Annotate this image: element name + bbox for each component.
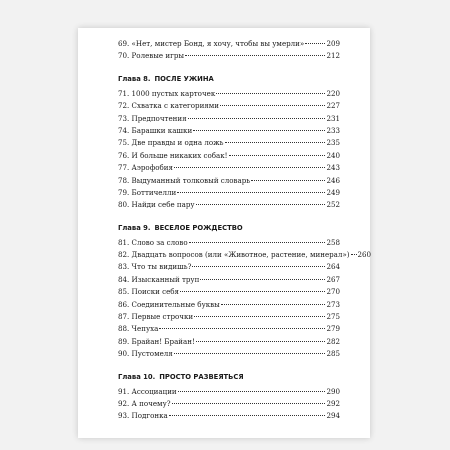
dot-leader <box>194 316 325 317</box>
toc-entry <box>118 50 340 62</box>
entry-title: 72. Схватка с категориями <box>118 101 220 111</box>
chapter-title: ПОСЛЕ УЖИНА <box>154 74 214 83</box>
entry-page-number: 246 <box>326 175 340 185</box>
entry-title: 69. «Нет, мистер Бонд, я хочу, чтобы вы умерли» <box>118 39 305 48</box>
entry-title: 79. Боттичелли <box>118 187 177 197</box>
entry-title: 85. Поиски себя <box>118 287 180 297</box>
entry-title: 78. Выдуманный толковый словарь <box>118 175 251 185</box>
entry-page-number: 233 <box>326 125 340 135</box>
toc-entry <box>118 323 340 335</box>
toc-entry <box>118 336 340 348</box>
entry-page-number: 264 <box>326 262 340 272</box>
dot-leader <box>188 118 326 119</box>
entry-title: 81. Слово за слово <box>118 237 188 247</box>
toc-entry <box>118 187 340 199</box>
dot-leader <box>174 167 325 168</box>
toc-entry <box>118 249 372 261</box>
entry-title: 82. Двадцать вопросов (или «Животное, растение, минерал») <box>118 250 350 260</box>
book-page <box>78 28 370 438</box>
entry-page-number: 292 <box>326 398 340 408</box>
dot-leader <box>196 341 326 342</box>
dot-leader <box>225 142 326 143</box>
toc-entry <box>118 274 340 286</box>
entry-title: 75. Две правды и одна ложь <box>118 138 224 148</box>
entry-page-number: 240 <box>326 150 340 160</box>
entry-title: 73. Предпочтения <box>118 113 187 123</box>
entry-page-number: 279 <box>326 324 340 334</box>
dot-leader <box>159 328 325 329</box>
entry-title: 80. Найди себе пару <box>118 200 195 210</box>
toc-entry <box>118 261 340 273</box>
entry-page-number: 282 <box>326 336 340 346</box>
dot-leader <box>200 279 325 280</box>
dot-leader <box>251 180 325 181</box>
entry-page-number: 260 <box>357 250 372 260</box>
entry-page-number: 275 <box>326 312 340 322</box>
dot-leader <box>221 304 326 305</box>
toc-entry <box>118 175 340 187</box>
entry-page-number: 285 <box>326 349 340 359</box>
dot-leader <box>196 204 326 205</box>
chapter-number: Глава 10. <box>118 372 156 381</box>
chapter-heading <box>118 73 340 85</box>
toc-entry <box>118 150 340 162</box>
entry-title: 92. А почему? <box>118 398 171 408</box>
chapter-number: Глава 8. <box>118 74 151 83</box>
entry-page-number: 235 <box>326 138 340 148</box>
dot-leader <box>185 55 325 56</box>
chapter-number: Глава 9. <box>118 223 151 232</box>
toc-entry <box>118 299 340 311</box>
entry-title: 84. Изысканный труп <box>118 274 200 284</box>
entry-page-number: 267 <box>326 274 340 284</box>
dot-leader <box>169 415 326 416</box>
entry-title: 71. 1000 пустых карточек <box>118 88 216 98</box>
toc-entry <box>118 113 340 125</box>
dot-leader <box>178 391 326 392</box>
entry-title: 88. Чепуха <box>118 324 159 334</box>
dot-leader <box>172 403 326 404</box>
toc-entry <box>118 398 340 410</box>
chapter-title: ПРОСТО РАЗВЕЯТЬСЯ <box>159 372 244 381</box>
toc-entry <box>118 100 340 112</box>
entry-page-number: 212 <box>326 51 340 61</box>
entry-title: 87. Первые строчки <box>118 312 194 322</box>
entry-title: 89. Брайан! Брайан! <box>118 336 195 346</box>
toc-entry <box>118 311 340 323</box>
dot-leader <box>174 353 326 354</box>
entry-page-number: 273 <box>326 299 340 309</box>
dot-leader <box>351 254 357 255</box>
table-of-contents <box>118 38 372 423</box>
entry-page-number: 258 <box>326 237 340 247</box>
toc-entry <box>118 237 340 249</box>
dot-leader <box>305 43 325 44</box>
toc-entry <box>118 137 340 149</box>
toc-entry <box>118 386 340 398</box>
entry-title: 91. Ассоциации <box>118 386 177 396</box>
toc-entry <box>118 38 340 50</box>
entry-title: 77. Аэрофобия <box>118 163 173 173</box>
dot-leader <box>180 291 325 292</box>
chapter-heading <box>118 371 340 383</box>
entry-title: 90. Пустомеля <box>118 349 173 359</box>
chapter-title: ВЕСЕЛОЕ РОЖДЕСТВО <box>154 223 243 232</box>
entry-page-number: 209 <box>326 39 340 48</box>
entry-page-number: 231 <box>326 113 340 123</box>
toc-entry <box>118 88 340 100</box>
entry-title: 86. Соединительные буквы <box>118 299 220 309</box>
entry-title: 83. Что ты видишь? <box>118 262 192 272</box>
entry-page-number: 220 <box>326 88 340 98</box>
dot-leader <box>189 242 326 243</box>
toc-entry <box>118 199 340 211</box>
entry-title: 70. Ролевые игры <box>118 51 185 61</box>
toc-entry <box>118 410 340 422</box>
entry-title: 76. И больше никаких собак! <box>118 150 228 160</box>
entry-page-number: 252 <box>326 200 340 210</box>
entry-page-number: 294 <box>326 411 340 421</box>
entry-page-number: 249 <box>326 187 340 197</box>
toc-entry <box>118 348 340 360</box>
dot-leader <box>192 266 325 267</box>
entry-page-number: 243 <box>326 163 340 173</box>
dot-leader <box>216 93 325 94</box>
toc-entry <box>118 125 340 137</box>
entry-title: 74. Барашки кашки <box>118 125 193 135</box>
entry-page-number: 290 <box>326 386 340 396</box>
entry-title: 93. Подгонка <box>118 411 168 421</box>
entry-page-number: 227 <box>326 101 340 111</box>
toc-entry <box>118 286 340 298</box>
toc-entry <box>118 162 340 174</box>
dot-leader <box>193 130 325 131</box>
dot-leader <box>220 105 325 106</box>
entry-page-number: 270 <box>326 287 340 297</box>
chapter-heading <box>118 222 340 234</box>
dot-leader <box>229 155 326 156</box>
dot-leader <box>177 192 325 193</box>
